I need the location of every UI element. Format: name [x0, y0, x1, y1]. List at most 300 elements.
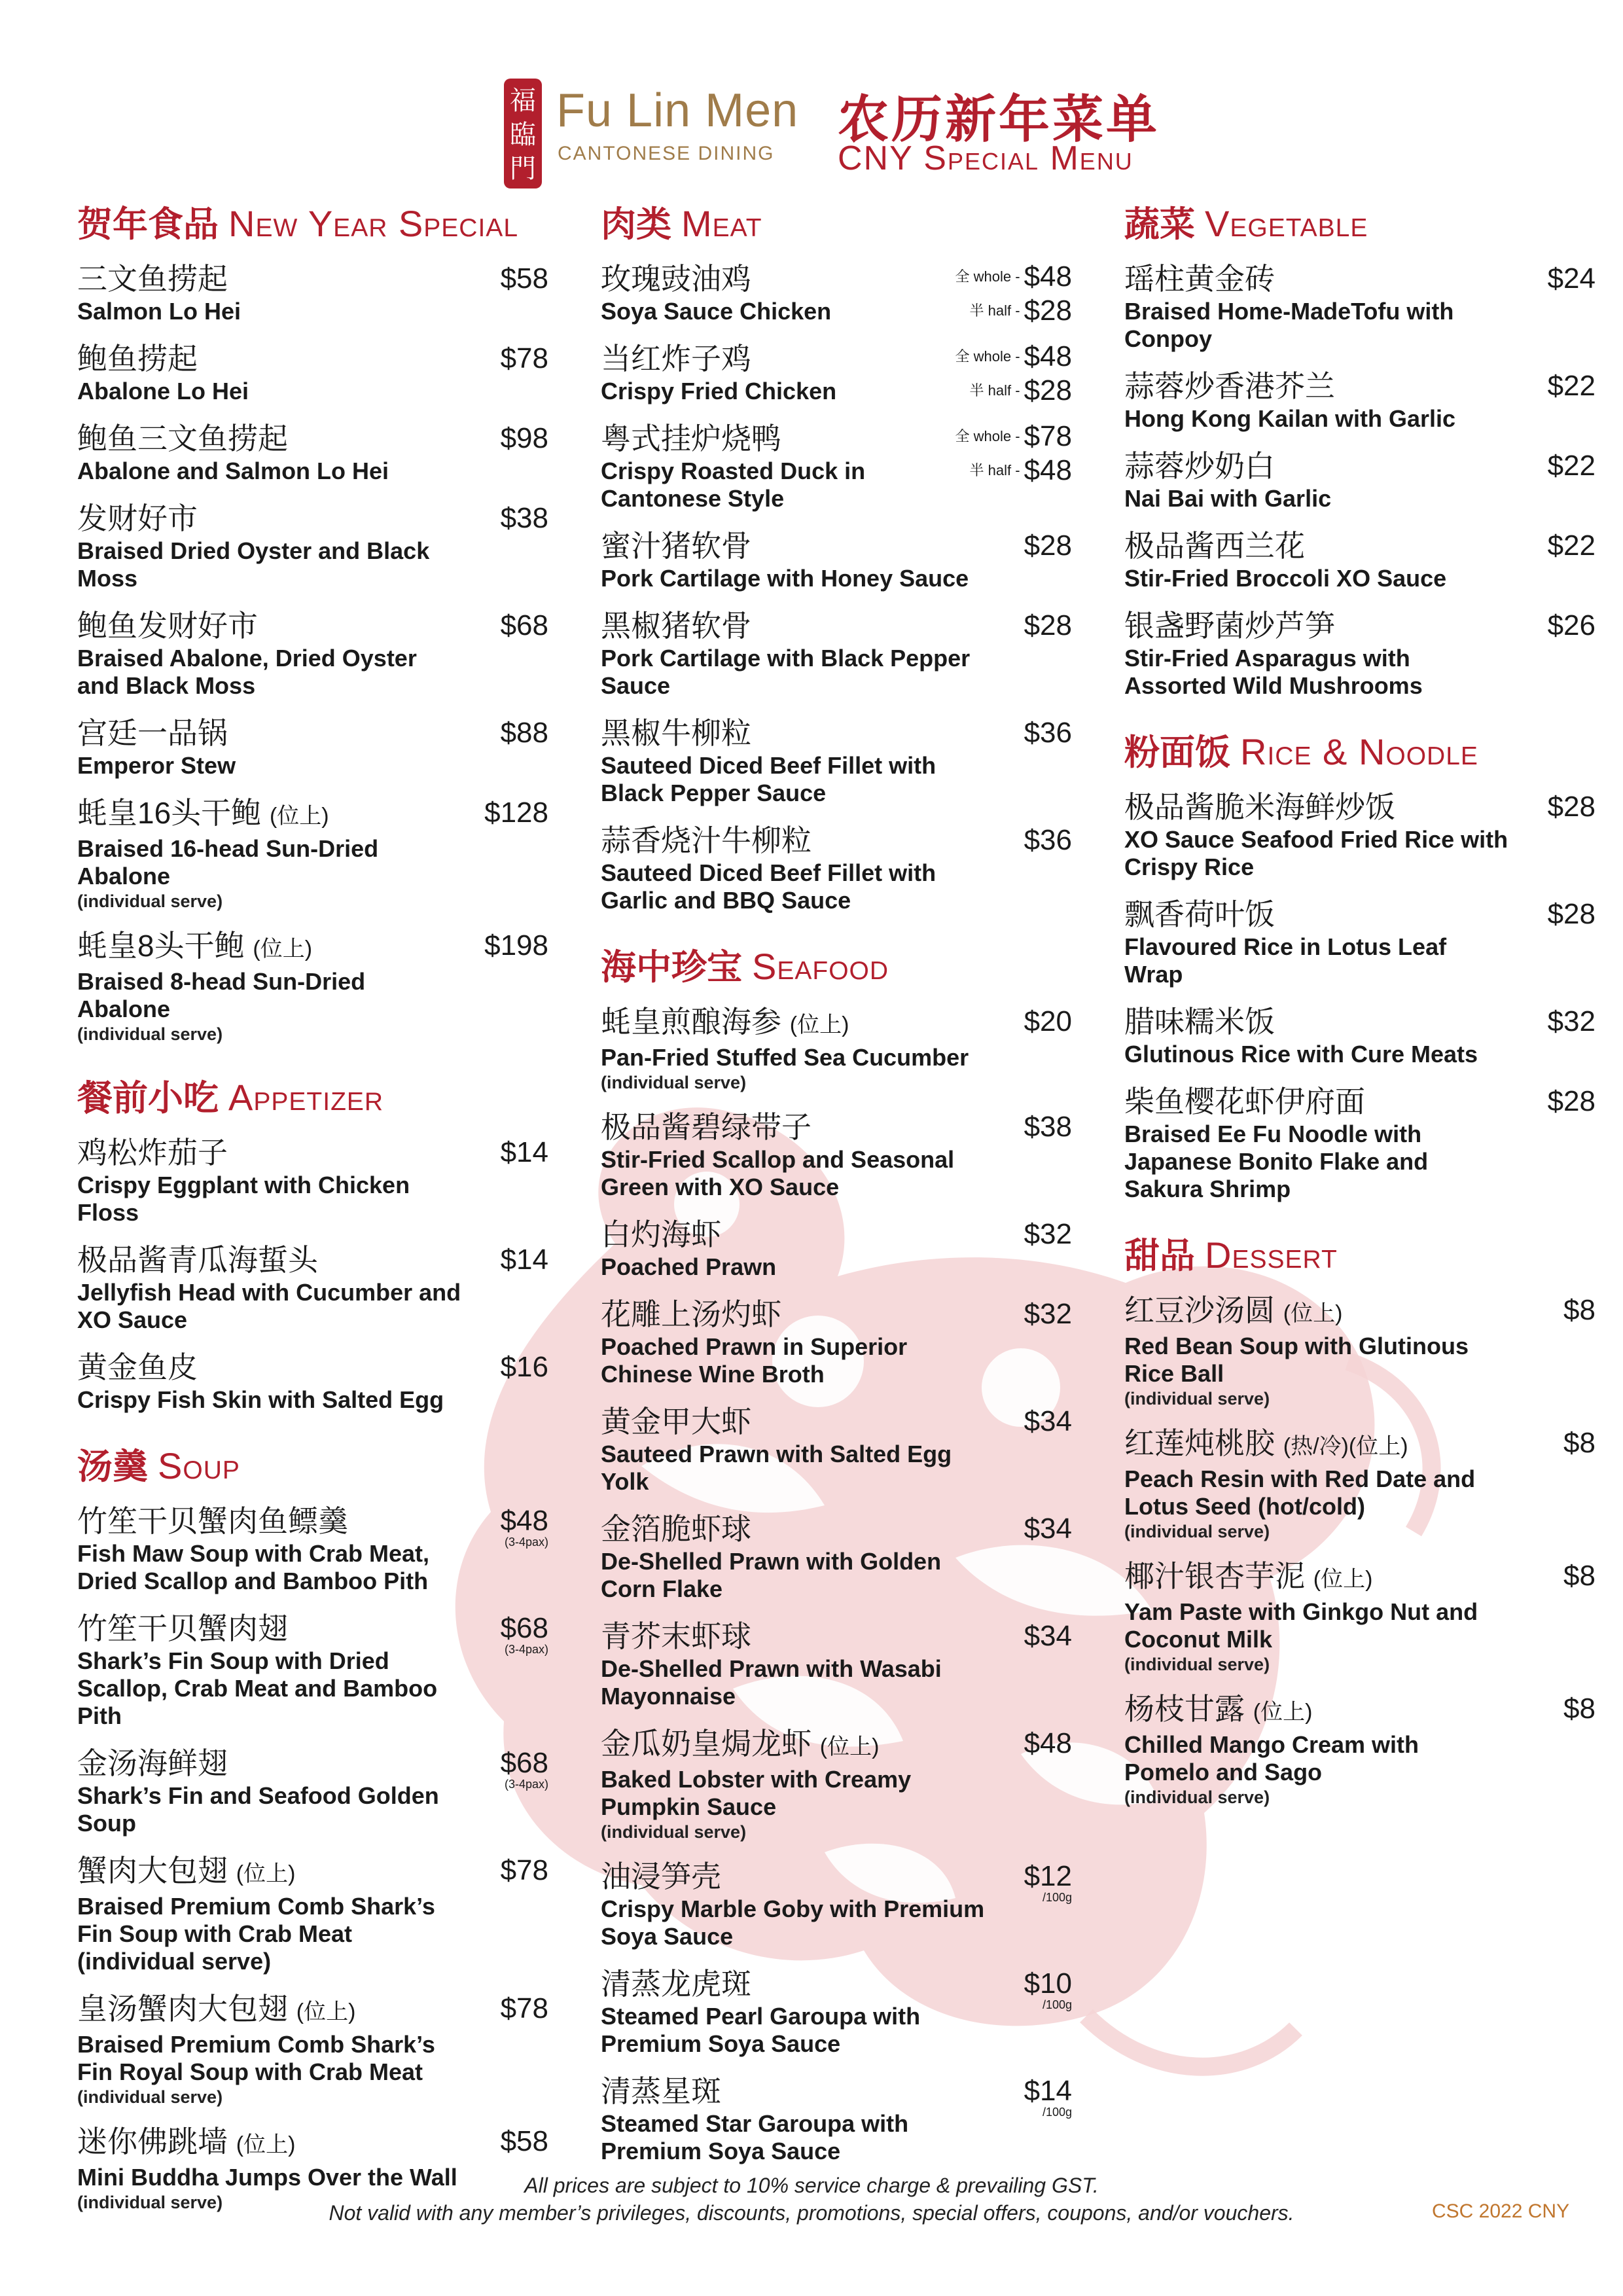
- dish-price: [1024, 1003, 1072, 1041]
- menu-item: [77, 1990, 548, 2108]
- dish-price: [484, 927, 548, 965]
- section-title-english: Soup: [158, 1445, 240, 1486]
- dish-name-chinese-text: 白灼海虾: [601, 1217, 721, 1251]
- dish-name-chinese: [1124, 1424, 1510, 1465]
- dish-serving-note: (位上): [1313, 1567, 1373, 1592]
- dish-name-chinese-text: 皇汤蟹肉大包翅: [77, 1992, 288, 2026]
- dish-price-value: $32: [1024, 1298, 1072, 1330]
- dish-price: [501, 2123, 548, 2161]
- dish-price: [1024, 2072, 1072, 2118]
- dish-price-value: $78: [500, 342, 548, 374]
- dish-price: [501, 1609, 548, 1655]
- section-title-chinese: 贺年食品: [77, 205, 219, 244]
- dish-name-english: Pan-Fried Stuffed Sea Cucumber: [601, 1044, 969, 1071]
- dish-price-value: $22: [1547, 370, 1596, 402]
- menu-item: [77, 1609, 548, 1730]
- dish-name-chinese: [601, 420, 987, 457]
- section-title-english: Seafood: [752, 946, 889, 987]
- dish-price: [501, 607, 548, 645]
- dish-price-value: $28: [1547, 898, 1596, 930]
- dish-name-english: Soya Sauce Chicken: [601, 298, 832, 325]
- dish-name-chinese-text: 杨枝甘露: [1124, 1692, 1245, 1726]
- dish-serving-note: (位上): [789, 1013, 849, 1037]
- dish-price: [501, 260, 548, 298]
- dish-name-chinese-text: 花雕上汤灼虾: [601, 1297, 781, 1331]
- dish-note: (individual serve): [77, 891, 223, 911]
- dish-name-chinese-text: 蚝皇8头干鲍: [77, 929, 245, 963]
- dish-name-english: Steamed Star Garoupa with Premium Soya Sauce: [601, 2110, 909, 2164]
- section-title-english: Rice & Noodle: [1240, 731, 1478, 772]
- dish-price: [501, 420, 548, 457]
- dish-name-english: Poached Prawn: [601, 1253, 777, 1280]
- dish-price-value: $78: [500, 1854, 548, 1886]
- dish-name-english: Emperor Stew: [77, 752, 236, 779]
- menu-title-english: CNY Special Menu: [838, 139, 1133, 177]
- dish-name-english: Stir-Fried Scallop and Seasonal Green with XO Sauce: [601, 1146, 955, 1200]
- dish-name-chinese: [77, 340, 463, 378]
- dish-price-value: $8: [1563, 1427, 1596, 1459]
- dish-price: [1548, 895, 1596, 933]
- dish-serving-note: (位上): [1253, 1700, 1313, 1725]
- dish-price: [1024, 527, 1072, 565]
- dish-name-chinese-text: 黄金鱼皮: [77, 1350, 198, 1384]
- menu-item: [601, 2072, 1072, 2165]
- dish-serving-note: (位上): [1283, 1301, 1343, 1326]
- dish-name-chinese-text: 油浸笋壳: [601, 1859, 721, 1893]
- dish-name-chinese: [1124, 607, 1510, 645]
- dish-name-chinese-text: 竹笙干贝蟹肉翅: [77, 1611, 288, 1645]
- dish-name-chinese: [77, 1241, 463, 1279]
- dish-price: [501, 499, 548, 537]
- dish-note: (individual serve): [601, 1073, 747, 1092]
- dish-price-options: [955, 260, 1072, 328]
- dish-name-chinese: [1124, 895, 1510, 933]
- dish-name-chinese: [77, 1609, 463, 1647]
- dish-price-unit: /100g: [1042, 1891, 1072, 1904]
- dish-price-unit: (3-4pax): [504, 1643, 548, 1656]
- dish-price: [1024, 1617, 1072, 1655]
- dish-name-chinese: [77, 714, 463, 752]
- section-title-english: Dessert: [1205, 1234, 1338, 1276]
- dish-price-value: $14: [1024, 2075, 1072, 2107]
- dish-price-value: $34: [1024, 1513, 1072, 1545]
- dish-name-chinese-text: 蚝皇煎酿海参: [601, 1005, 781, 1039]
- dish-price: [1548, 1003, 1596, 1041]
- dish-name-chinese-text: 极品酱青瓜海蜇头: [77, 1243, 318, 1277]
- dish-price-value: $36: [1024, 717, 1072, 749]
- dish-name-chinese: [601, 1857, 987, 1895]
- menu-item: [1124, 607, 1596, 700]
- dish-price-value: $36: [1024, 824, 1072, 856]
- menu-section: [601, 196, 1072, 914]
- dish-name-english: Yam Paste with Ginkgo Nut and Coconut Milk: [1124, 1598, 1478, 1653]
- section-title-chinese: 粉面饭: [1124, 733, 1230, 772]
- dish-price: [1024, 1215, 1072, 1253]
- dish-price-value: $16: [500, 1351, 548, 1383]
- menu-item: [77, 1134, 548, 1227]
- dish-name-chinese: [77, 927, 463, 968]
- dish-name-english: Sauteed Diced Beef Fillet with Black Pepper Sauce: [601, 752, 936, 806]
- dish-price-value: $98: [500, 422, 548, 454]
- dish-price-value: $38: [500, 502, 548, 534]
- menu-item: [1124, 1424, 1596, 1543]
- dish-name-english: Pork Cartilage with Honey Sauce: [601, 565, 969, 592]
- dish-price-value: $48: [1024, 1727, 1072, 1759]
- dish-name-english: Braised Abalone, Dried Oyster and Black Moss: [77, 645, 417, 699]
- dish-name-chinese-text: 蜜汁猪软骨: [601, 529, 751, 563]
- dish-name-chinese-text: 蟹肉大包翅: [77, 1854, 228, 1888]
- dish-name-chinese-text: 宫廷一品锅: [77, 716, 228, 750]
- dish-price: [1024, 821, 1072, 859]
- dish-price: [1548, 527, 1596, 565]
- dish-price-value: $14: [500, 1244, 548, 1276]
- footer-line-1: All prices are subject to 10% service charge & prevailing GST.: [524, 2174, 1099, 2197]
- dish-note: (individual serve): [601, 1822, 747, 1842]
- dish-price: [501, 1852, 548, 1890]
- dish-price: [1024, 1965, 1072, 2011]
- dish-name-chinese-text: 清蒸星斑: [601, 2074, 721, 2108]
- dish-price: [1024, 1403, 1072, 1441]
- dish-name-chinese: [1124, 367, 1510, 405]
- menu-item: [1124, 788, 1596, 881]
- menu-item: [77, 1852, 548, 1975]
- menu-item: [77, 927, 548, 1045]
- dish-price: [501, 1744, 548, 1790]
- whole-price: $78: [1024, 420, 1072, 452]
- dish-name-english: Braised Premium Comb Shark’s Fin Soup with Crab Meat (individual serve): [77, 1893, 435, 1975]
- dish-price-value: $32: [1547, 1005, 1596, 1037]
- dish-note: (individual serve): [1124, 1655, 1270, 1674]
- dish-serving-note: (位上): [236, 1861, 296, 1886]
- dish-name-chinese: [1124, 788, 1510, 826]
- menu-column-2: [601, 196, 1072, 2190]
- dish-price-value: $58: [500, 2125, 548, 2157]
- dish-serving-note: (位上): [253, 937, 313, 961]
- dish-name-english: Flavoured Rice in Lotus Leaf Wrap: [1124, 933, 1447, 988]
- dish-name-chinese: [601, 260, 987, 298]
- dish-price: [1563, 1291, 1596, 1329]
- dish-name-chinese-text: 蒜蓉炒香港芥兰: [1124, 369, 1335, 403]
- dish-name-chinese: [77, 2123, 463, 2164]
- menu-item: [601, 1108, 1072, 1201]
- dish-price-value: $28: [1547, 1085, 1596, 1117]
- menu-item: [77, 340, 548, 405]
- menu-item: [1124, 447, 1596, 512]
- dish-name-english: Abalone and Salmon Lo Hei: [77, 457, 389, 484]
- dish-price-unit: /100g: [1042, 2106, 1072, 2119]
- dish-name-chinese: [77, 1502, 463, 1540]
- dish-price: [1563, 1557, 1596, 1595]
- dish-price: [1024, 714, 1072, 752]
- dish-note: (individual serve): [1124, 1787, 1270, 1807]
- dish-name-chinese: [601, 340, 987, 378]
- dish-price: [1548, 1083, 1596, 1121]
- dish-price-value: $26: [1547, 609, 1596, 641]
- dish-price-value: $24: [1547, 262, 1596, 295]
- dish-name-chinese-text: 发财好市: [77, 501, 198, 535]
- section-title-chinese: 餐前小吃: [77, 1079, 219, 1118]
- dish-name-english: Shark’s Fin Soup with Dried Scallop, Crab Meat and Bamboo Pith: [77, 1647, 438, 1729]
- dish-name-english: Braised 8-head Sun-Dried Abalone: [77, 968, 366, 1022]
- dish-name-chinese: [1124, 527, 1510, 565]
- section-title: [601, 939, 1072, 990]
- menu-section: [1124, 196, 1596, 700]
- dish-price-value: $28: [1024, 609, 1072, 641]
- menu-section: [1124, 725, 1596, 1203]
- dish-name-english: Sauteed Prawn with Salted Egg Yolk: [601, 1441, 952, 1495]
- dish-name-english: Steamed Pearl Garoupa with Premium Soya Sauce: [601, 2003, 921, 2057]
- dish-price-value: $28: [1547, 791, 1596, 823]
- menu-title-chinese: 农历新年菜单: [838, 90, 1160, 148]
- dish-name-english: De-Shelled Prawn with Golden Corn Flake: [601, 1548, 942, 1602]
- dish-name-chinese: [1124, 1291, 1510, 1333]
- dish-price-value: $22: [1547, 450, 1596, 482]
- dish-name-chinese-text: 银盏野菌炒芦笋: [1124, 609, 1335, 643]
- dish-name-chinese: [77, 1852, 463, 1893]
- dish-name-chinese: [601, 821, 987, 859]
- dish-name-chinese: [601, 1617, 987, 1655]
- menu-item: [601, 1510, 1072, 1603]
- dish-name-chinese-text: 飘香荷叶饭: [1124, 897, 1275, 931]
- dish-price: [1024, 1510, 1072, 1548]
- section-title: [1124, 196, 1596, 247]
- half-label: 半 half -: [969, 462, 1020, 479]
- dish-price-value: $68: [500, 1747, 548, 1779]
- whole-price: $48: [1024, 260, 1072, 293]
- menu-item: [601, 527, 1072, 592]
- dish-name-english: Glutinous Rice with Cure Meats: [1124, 1041, 1478, 1067]
- dish-name-english: Sauteed Diced Beef Fillet with Garlic and BBQ Sauce: [601, 859, 936, 914]
- dish-name-english: Salmon Lo Hei: [77, 298, 241, 325]
- dish-name-chinese-text: 红莲炖桃胶: [1124, 1426, 1275, 1460]
- menu-item: [77, 794, 548, 912]
- section-title-english: New Year Special: [228, 203, 519, 244]
- dish-name-english: Baked Lobster with Creamy Pumpkin Sauce: [601, 1766, 912, 1820]
- section-title-chinese: 汤羹: [77, 1447, 148, 1486]
- dish-price: [1563, 1424, 1596, 1462]
- half-label: 半 half -: [969, 382, 1020, 399]
- dish-name-chinese: [601, 1215, 987, 1253]
- menu-section: [77, 1070, 548, 1414]
- menu-section: [1124, 1228, 1596, 1808]
- brand-seal-logo: 福臨門: [504, 79, 542, 188]
- dish-name-chinese-text: 红豆沙汤圆: [1124, 1293, 1275, 1327]
- menu-item: [77, 420, 548, 485]
- whole-label: 全 whole -: [955, 428, 1020, 444]
- dish-name-chinese-text: 鲍鱼发财好市: [77, 609, 258, 643]
- menu-item: [1124, 260, 1596, 353]
- dish-note: (individual serve): [77, 2193, 223, 2212]
- dish-price-unit: /100g: [1042, 1998, 1072, 2011]
- dish-price: [1548, 788, 1596, 826]
- whole-label: 全 whole -: [955, 268, 1020, 285]
- dish-name-chinese: [77, 1744, 463, 1782]
- dish-price: [484, 794, 548, 832]
- menu-column-3: [1124, 196, 1596, 1833]
- menu-item: [1124, 895, 1596, 988]
- dish-name-english: De-Shelled Prawn with Wasabi Mayonnaise: [601, 1655, 942, 1710]
- half-price: $28: [1024, 295, 1072, 327]
- dish-name-english: Stir-Fried Asparagus with Assorted Wild Mushrooms: [1124, 645, 1423, 699]
- menu-item: [77, 714, 548, 780]
- dish-price-value: $28: [1024, 529, 1072, 562]
- menu-item: [601, 1215, 1072, 1281]
- dish-name-english: Braised Premium Comb Shark’s Fin Royal Soup with Crab Meat: [77, 2031, 435, 2085]
- dish-price-value: $38: [1024, 1111, 1072, 1143]
- menu-item: [1124, 527, 1596, 592]
- menu-item: [77, 1502, 548, 1595]
- dish-name-chinese-text: 清蒸龙虎斑: [601, 1967, 751, 2001]
- dish-name-chinese-text: 极品酱西兰花: [1124, 529, 1305, 563]
- dish-name-english: Chilled Mango Cream with Pomelo and Sago: [1124, 1731, 1419, 1785]
- dish-price: [1548, 260, 1596, 298]
- menu-item: [77, 260, 548, 325]
- dish-name-chinese: [1124, 1557, 1510, 1598]
- dish-price-value: $8: [1563, 1294, 1596, 1326]
- dish-name-chinese-text: 腊味糯米饭: [1124, 1005, 1275, 1039]
- dish-name-chinese-text: 金汤海鲜翅: [77, 1746, 228, 1780]
- dish-note: (individual serve): [1124, 1522, 1270, 1541]
- section-title: [77, 1070, 548, 1121]
- dish-price-value: $32: [1024, 1218, 1072, 1250]
- dish-name-english: Mini Buddha Jumps Over the Wall: [77, 2164, 457, 2191]
- dish-name-english: Crispy Fried Chicken: [601, 378, 837, 404]
- dish-name-chinese: [77, 420, 463, 457]
- dish-price: [1024, 1295, 1072, 1333]
- dish-name-chinese: [601, 1403, 987, 1441]
- dish-name-chinese-text: 当红炸子鸡: [601, 342, 751, 376]
- menu-item: [1124, 1690, 1596, 1808]
- whole-price: $48: [1024, 340, 1072, 372]
- dish-serving-note: (位上): [269, 804, 329, 829]
- dish-name-chinese: [601, 2072, 987, 2110]
- section-title-chinese: 蔬菜: [1124, 205, 1195, 244]
- dish-name-english: Braised Home-MadeTofu with Conpoy: [1124, 298, 1454, 352]
- menu-item: [1124, 1003, 1596, 1068]
- dish-serving-note: (位上): [296, 2000, 356, 2024]
- dish-name-english: Abalone Lo Hei: [77, 378, 249, 404]
- dish-name-english: Nai Bai with Garlic: [1124, 485, 1332, 512]
- dish-price: [1024, 1857, 1072, 1903]
- dish-name-chinese-text: 粤式挂炉烧鸭: [601, 422, 781, 456]
- dish-price-value: $20: [1024, 1005, 1072, 1037]
- dish-price: [501, 1134, 548, 1172]
- dish-price: [501, 1241, 548, 1279]
- dish-price-value: $198: [484, 929, 548, 961]
- dish-price: [501, 1348, 548, 1386]
- dish-name-chinese-text: 黑椒猪软骨: [601, 609, 751, 643]
- dish-price: [1548, 447, 1596, 485]
- dish-name-chinese: [601, 714, 987, 752]
- dish-price-value: $34: [1024, 1405, 1072, 1437]
- dish-serving-note: (位上): [819, 1734, 880, 1759]
- menu-item: [601, 1617, 1072, 1710]
- section-title: [1124, 725, 1596, 775]
- menu-item: [601, 821, 1072, 914]
- dish-price-value: $128: [484, 797, 548, 829]
- dish-name-chinese: [77, 794, 463, 835]
- dish-price-value: $14: [500, 1136, 548, 1168]
- menu-item: [77, 1241, 548, 1334]
- dish-name-chinese-text: 金箔脆虾球: [601, 1512, 751, 1546]
- section-title: [77, 196, 548, 247]
- dish-name-chinese: [1124, 447, 1510, 485]
- menu-item: [601, 1295, 1072, 1388]
- dish-name-chinese-text: 三文鱼捞起: [77, 262, 228, 296]
- dish-name-english: Poached Prawn in Superior Chinese Wine Broth: [601, 1333, 908, 1388]
- dish-price-options: [955, 420, 1072, 488]
- dish-name-english: Braised Dried Oyster and Black Moss: [77, 537, 430, 592]
- dish-name-english: Crispy Roasted Duck in Cantonese Style: [601, 457, 866, 512]
- dish-price-value: $8: [1563, 1560, 1596, 1592]
- menu-item: [1124, 367, 1596, 433]
- dish-name-chinese-text: 竹笙干贝蟹肉鱼鳔羹: [77, 1504, 348, 1538]
- menu-item: [77, 1348, 548, 1414]
- dish-price-value: $12: [1024, 1860, 1072, 1892]
- dish-name-english: Fish Maw Soup with Crab Meat, Dried Scallop and Bamboo Pith: [77, 1540, 430, 1594]
- dish-name-chinese-text: 瑶柱黄金砖: [1124, 262, 1275, 296]
- section-title-english: Vegetable: [1205, 203, 1368, 244]
- dish-name-chinese-text: 柴鱼樱花虾伊府面: [1124, 1085, 1365, 1119]
- dish-name-chinese-text: 蚝皇16头干鲍: [77, 796, 262, 830]
- dish-name-chinese: [601, 1108, 987, 1146]
- dish-price-value: $78: [500, 1992, 548, 2024]
- dish-price-value: $10: [1024, 1967, 1072, 2000]
- dish-name-english: Red Bean Soup with Glutinous Rice Ball: [1124, 1333, 1469, 1387]
- dish-name-english: Crispy Fish Skin with Salted Egg: [77, 1386, 444, 1413]
- dish-name-english: Shark’s Fin and Seafood Golden Soup: [77, 1782, 439, 1837]
- dish-name-english: Peach Resin with Red Date and Lotus Seed (hot/cold): [1124, 1465, 1476, 1520]
- menu-item: [601, 607, 1072, 700]
- dish-name-chinese: [1124, 1003, 1510, 1041]
- menu-item: [601, 260, 1072, 325]
- dish-name-chinese-text: 黄金甲大虾: [601, 1405, 751, 1439]
- menu-section: [77, 196, 548, 1045]
- dish-name-chinese: [601, 607, 987, 645]
- section-title-english: Meat: [681, 203, 762, 244]
- dish-price: [501, 1990, 548, 2028]
- brand-subtitle: CANTONESE DINING: [558, 143, 775, 164]
- dish-price-value: $68: [500, 1612, 548, 1644]
- menu-item: [601, 1003, 1072, 1094]
- dish-name-chinese-text: 金瓜奶皇焗龙虾: [601, 1727, 812, 1761]
- menu-item: [77, 1744, 548, 1837]
- dish-price: [1024, 1725, 1072, 1763]
- menu-header: [0, 65, 1623, 196]
- menu-item: [1124, 1083, 1596, 1203]
- half-price: $28: [1024, 374, 1072, 407]
- dish-price: [1563, 1690, 1596, 1728]
- dish-price-value: $34: [1024, 1620, 1072, 1652]
- menu-section: [601, 939, 1072, 2165]
- dish-price: [501, 1502, 548, 1548]
- dish-name-english: Stir-Fried Broccoli XO Sauce: [1124, 565, 1447, 592]
- section-title-chinese: 甜品: [1124, 1236, 1195, 1276]
- dish-name-english: Crispy Marble Goby with Premium Soya Sauce: [601, 1895, 985, 1950]
- dish-price: [501, 714, 548, 752]
- dish-name-chinese-text: 黑椒牛柳粒: [601, 716, 751, 750]
- dish-name-chinese-text: 青芥末虾球: [601, 1619, 751, 1653]
- dish-name-chinese: [77, 260, 463, 298]
- dish-price: [1024, 1108, 1072, 1146]
- dish-price: [1548, 607, 1596, 645]
- menu-item: [601, 1857, 1072, 1950]
- dish-name-chinese: [1124, 1690, 1510, 1731]
- section-title-chinese: 海中珍宝: [601, 948, 742, 987]
- dish-name-chinese-text: 蒜蓉炒奶白: [1124, 449, 1275, 483]
- dish-name-chinese: [1124, 1083, 1510, 1121]
- dish-price-unit: (3-4pax): [504, 1778, 548, 1791]
